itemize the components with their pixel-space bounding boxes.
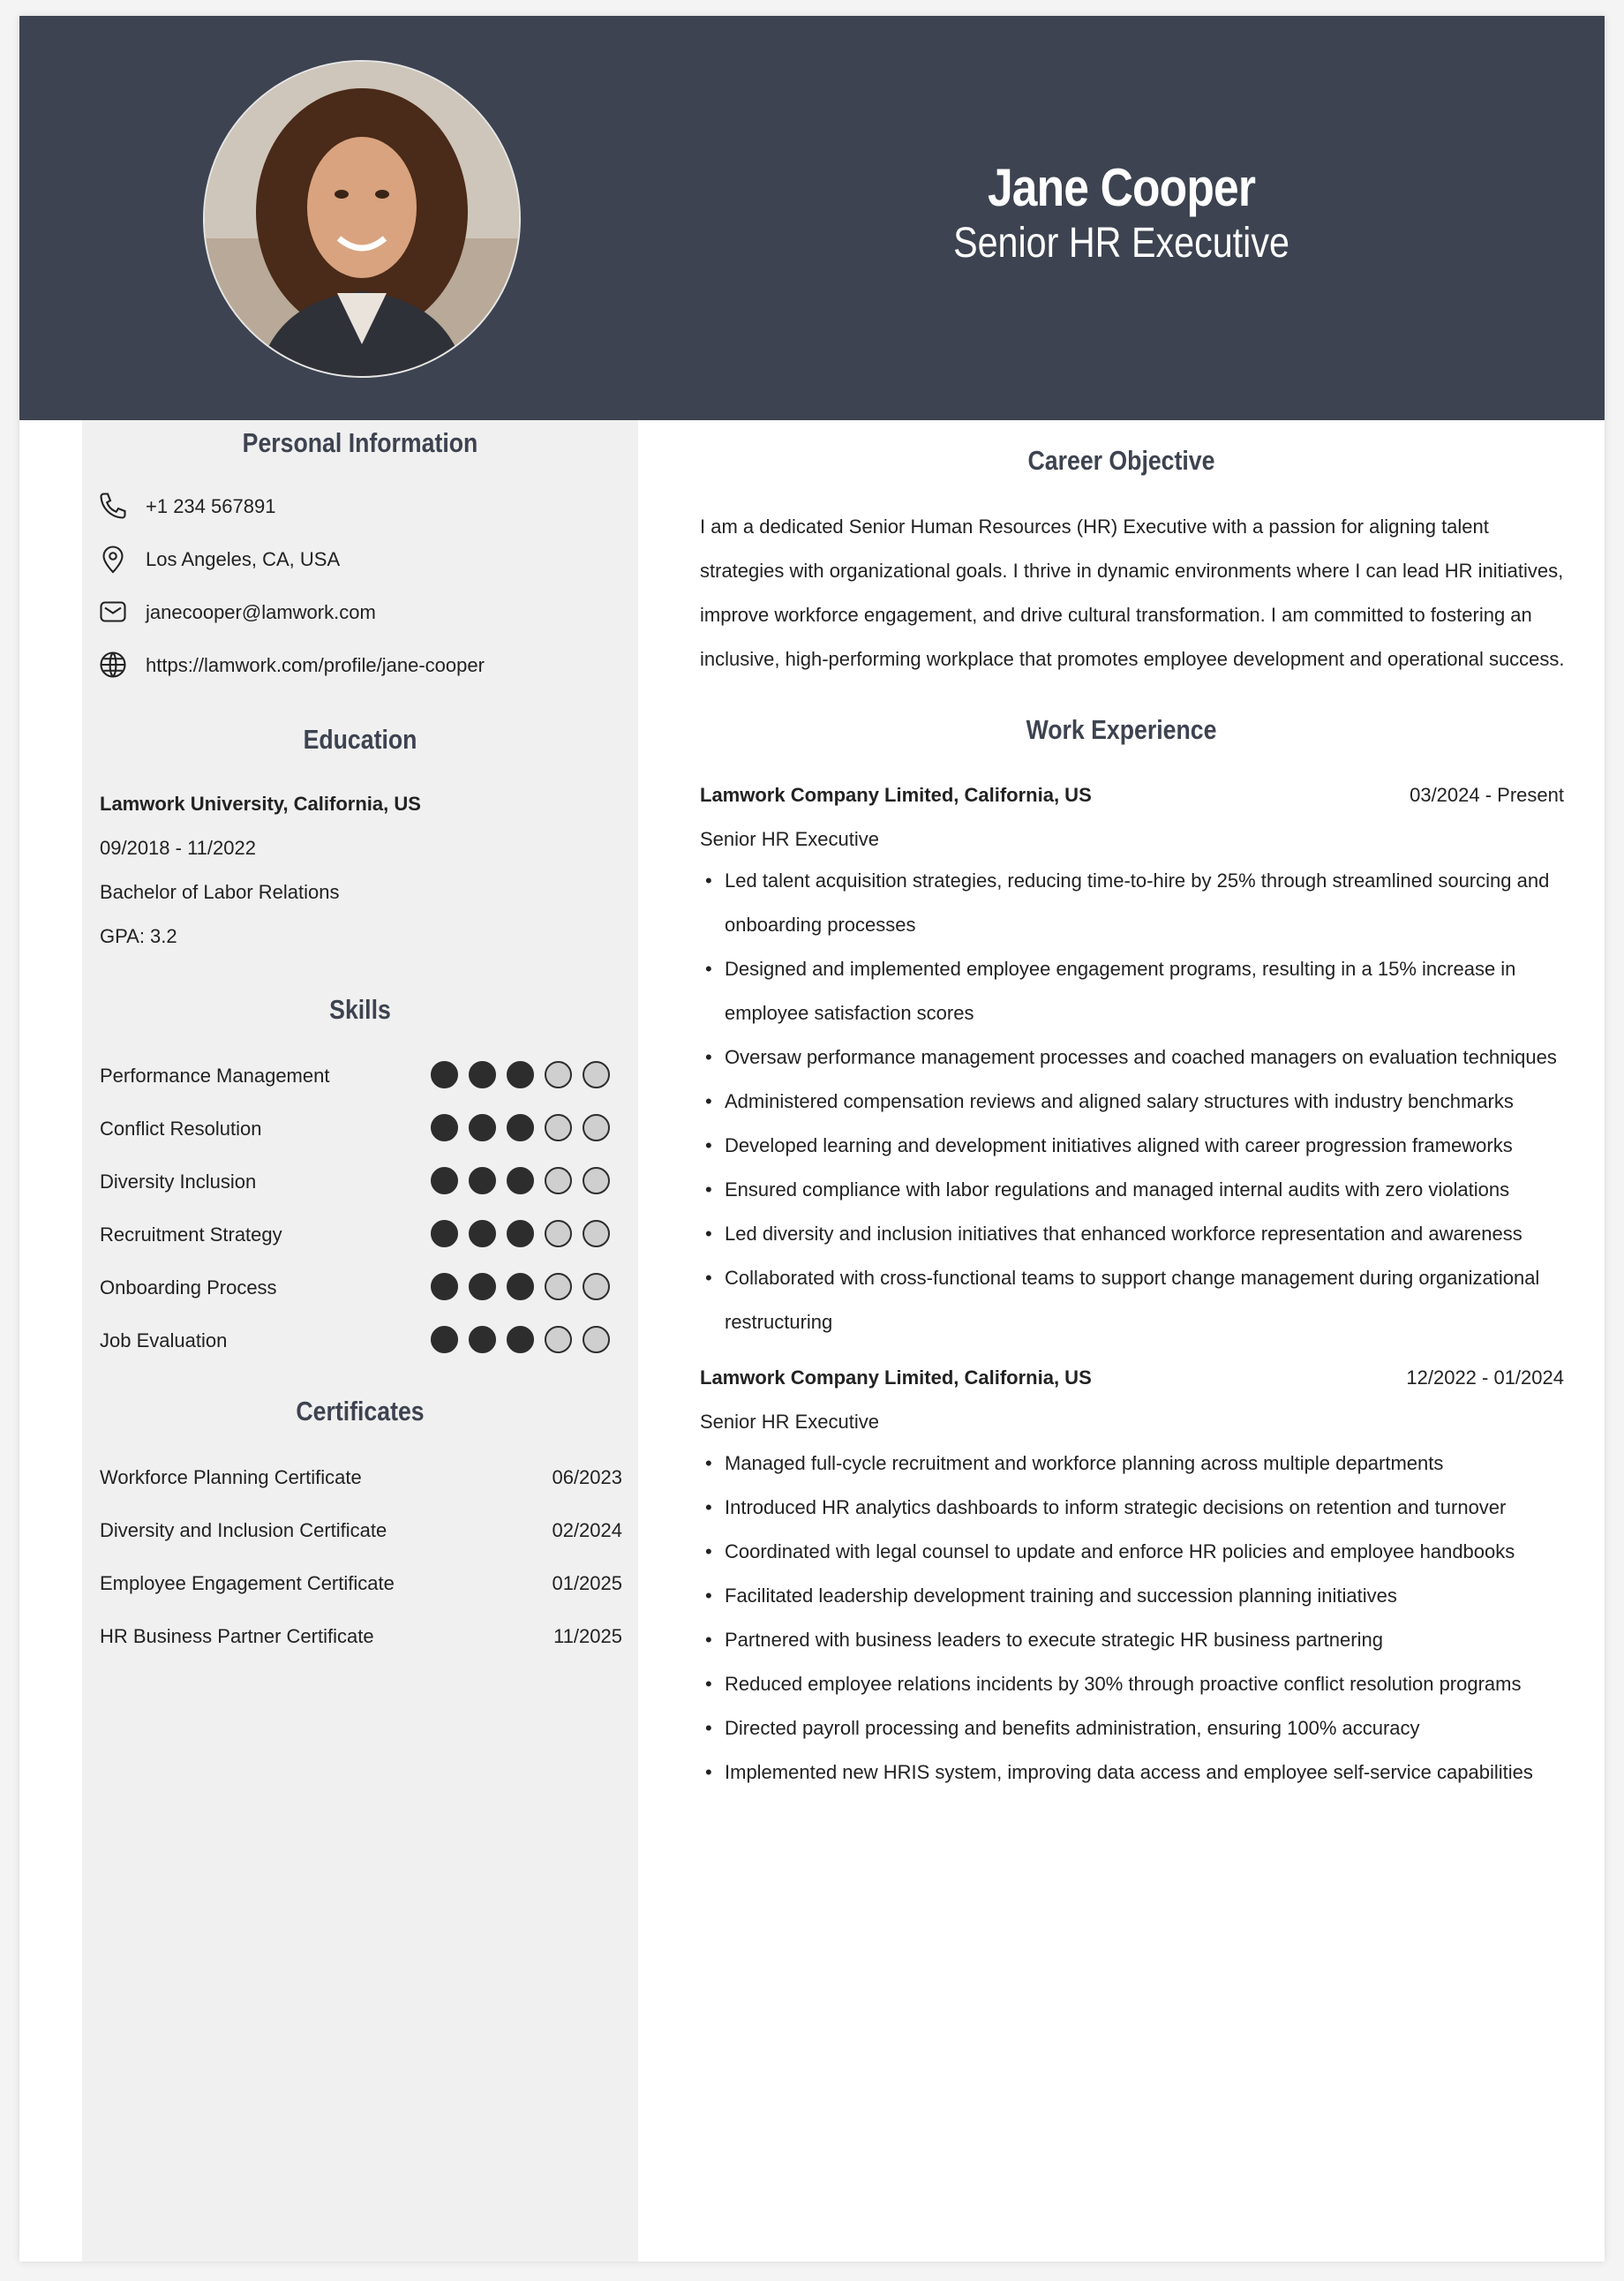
certificate-name: HR Business Partner Certificate: [100, 1625, 374, 1647]
certificate-name: Workforce Planning Certificate: [100, 1466, 362, 1488]
rating-dot-filled: [507, 1273, 534, 1300]
rating-dot-empty: [545, 1167, 572, 1194]
skill-rating: [431, 1167, 610, 1194]
personal-info-heading: Personal Information: [242, 427, 478, 458]
education-school: Lamwork University, California, US: [100, 793, 421, 815]
resume-page: [19, 16, 1605, 2262]
rating-dot-filled: [469, 1220, 496, 1247]
rating-dot-empty: [545, 1114, 572, 1141]
rating-dot-filled: [431, 1167, 458, 1194]
location-pin-icon: [97, 543, 129, 575]
globe-icon: [97, 649, 129, 681]
mail-icon: [97, 596, 129, 628]
website-link[interactable]: https://lamwork.com/profile/jane-cooper: [146, 654, 485, 676]
skill-name: Diversity Inclusion: [100, 1171, 257, 1193]
list-item: • Administered compensation reviews and aligned salary structures with industry benchmarks: [700, 1080, 1565, 1124]
certificate-name: Employee Engagement Certificate: [100, 1572, 395, 1594]
list-item: • Developed learning and development initiatives aligned with career progression frameworks: [700, 1124, 1565, 1168]
rating-dot-empty: [583, 1061, 610, 1088]
list-item: • Implemented new HRIS system, improving data access and employee self-service capabilities: [700, 1750, 1565, 1795]
education-heading: Education: [303, 724, 417, 755]
rating-dot-empty: [545, 1326, 572, 1353]
job-company: Lamwork Company Limited, California, US: [700, 1366, 1092, 1389]
list-item: • Led diversity and inclusion initiatives that enhanced workforce representation and awareness: [700, 1212, 1565, 1256]
certificate-date: 01/2025: [552, 1572, 622, 1594]
job-dates: 03/2024 - Present: [1410, 784, 1564, 806]
career-objective-heading: Career Objective: [1027, 445, 1215, 476]
skill-rating: [431, 1114, 610, 1141]
rating-dot-filled: [469, 1273, 496, 1300]
work-experience-heading: Work Experience: [1026, 714, 1217, 745]
education-degree: Bachelor of Labor Relations: [100, 881, 340, 903]
certificate-date: 02/2024: [552, 1519, 622, 1541]
list-item: • Managed full-cycle recruitment and workforce planning across multiple departments: [700, 1442, 1565, 1486]
rating-dot-filled: [469, 1061, 496, 1088]
list-item: • Reduced employee relations incidents by 30% through proactive conflict resolution programs: [700, 1662, 1565, 1706]
left-accent-strip: [19, 16, 82, 420]
job-dates: 12/2022 - 01/2024: [1406, 1366, 1564, 1389]
phone-text: +1 234 567891: [146, 495, 276, 517]
list-item: • Partnered with business leaders to execute strategic HR business partnering: [700, 1618, 1565, 1662]
phone-icon: [97, 490, 129, 522]
skill-rating: [431, 1061, 610, 1088]
rating-dot-filled: [431, 1273, 458, 1300]
rating-dot-filled: [431, 1220, 458, 1247]
list-item: • Coordinated with legal counsel to update and enforce HR policies and employee handbooks: [700, 1530, 1565, 1574]
certificate-date: 11/2025: [553, 1625, 622, 1647]
skill-rating: [431, 1273, 610, 1300]
rating-dot-filled: [469, 1114, 496, 1141]
certificate-name: Diversity and Inclusion Certificate: [100, 1519, 387, 1541]
education-dates: 09/2018 - 11/2022: [100, 837, 256, 859]
rating-dot-empty: [583, 1114, 610, 1141]
rating-dot-filled: [431, 1114, 458, 1141]
skill-rating: [431, 1326, 610, 1353]
skills-heading: Skills: [329, 994, 391, 1025]
list-item: • Ensured compliance with labor regulations and managed internal audits with zero violations: [700, 1168, 1565, 1212]
job-company: Lamwork Company Limited, California, US: [700, 784, 1092, 806]
rating-dot-filled: [507, 1167, 534, 1194]
list-item: • Directed payroll processing and benefits administration, ensuring 100% accuracy: [700, 1706, 1565, 1750]
email-link[interactable]: janecooper@lamwork.com: [146, 601, 376, 623]
rating-dot-filled: [507, 1061, 534, 1088]
list-item: • Collaborated with cross-functional teams to support change management during organizational restructuring: [700, 1256, 1565, 1344]
avatar: [205, 62, 519, 376]
rating-dot-filled: [431, 1061, 458, 1088]
rating-dot-filled: [507, 1220, 534, 1247]
education-gpa: GPA: 3.2: [100, 925, 177, 947]
rating-dot-empty: [583, 1220, 610, 1247]
job-role: Senior HR Executive: [700, 1411, 879, 1433]
rating-dot-filled: [507, 1114, 534, 1141]
list-item: • Oversaw performance management processes and coached managers on evaluation techniques: [700, 1035, 1565, 1080]
rating-dot-filled: [469, 1167, 496, 1194]
rating-dot-empty: [583, 1167, 610, 1194]
rating-dot-empty: [583, 1326, 610, 1353]
job-role: Senior HR Executive: [700, 828, 879, 850]
skill-name: Onboarding Process: [100, 1276, 277, 1299]
job-bullets: [700, 859, 1565, 1344]
candidate-title: Senior HR Executive: [953, 220, 1289, 267]
skill-name: Job Evaluation: [100, 1329, 228, 1351]
rating-dot-filled: [431, 1326, 458, 1353]
header-band: [638, 16, 1605, 420]
rating-dot-empty: [545, 1061, 572, 1088]
rating-dot-empty: [583, 1273, 610, 1300]
career-objective-text: I am a dedicated Senior Human Resources (HR) Executive with a passion for aligning talent strategies with organizational goals. I thrive in dynamic environments where I can lead HR initiatives, improve workforce engagement, and drive cultural transformation. I am committed to fostering an inclusive, high-performing workplace that promotes employee development and operational success.: [700, 516, 1565, 670]
skill-name: Performance Management: [100, 1065, 330, 1087]
rating-dot-filled: [507, 1326, 534, 1353]
skill-name: Recruitment Strategy: [100, 1223, 282, 1246]
certificates-heading: Certificates: [296, 1396, 425, 1427]
rating-dot-empty: [545, 1220, 572, 1247]
list-item: • Led talent acquisition strategies, reducing time-to-hire by 25% through streamlined sourcing and onboarding processes: [700, 859, 1565, 947]
candidate-name: Jane Cooper: [987, 158, 1256, 217]
list-item: • Introduced HR analytics dashboards to inform strategic decisions on retention and turnover: [700, 1486, 1565, 1530]
profile-photo: [203, 60, 521, 378]
rating-dot-empty: [545, 1273, 572, 1300]
job-bullets: [700, 1442, 1565, 1795]
skill-name: Conflict Resolution: [100, 1118, 262, 1140]
skill-rating: [431, 1220, 610, 1247]
location-text: Los Angeles, CA, USA: [146, 548, 341, 570]
rating-dot-filled: [469, 1326, 496, 1353]
list-item: • Designed and implemented employee engagement programs, resulting in a 15% increase in employee satisfaction scores: [700, 947, 1565, 1035]
list-item: • Facilitated leadership development training and succession planning initiatives: [700, 1574, 1565, 1618]
certificate-date: 06/2023: [552, 1466, 622, 1488]
